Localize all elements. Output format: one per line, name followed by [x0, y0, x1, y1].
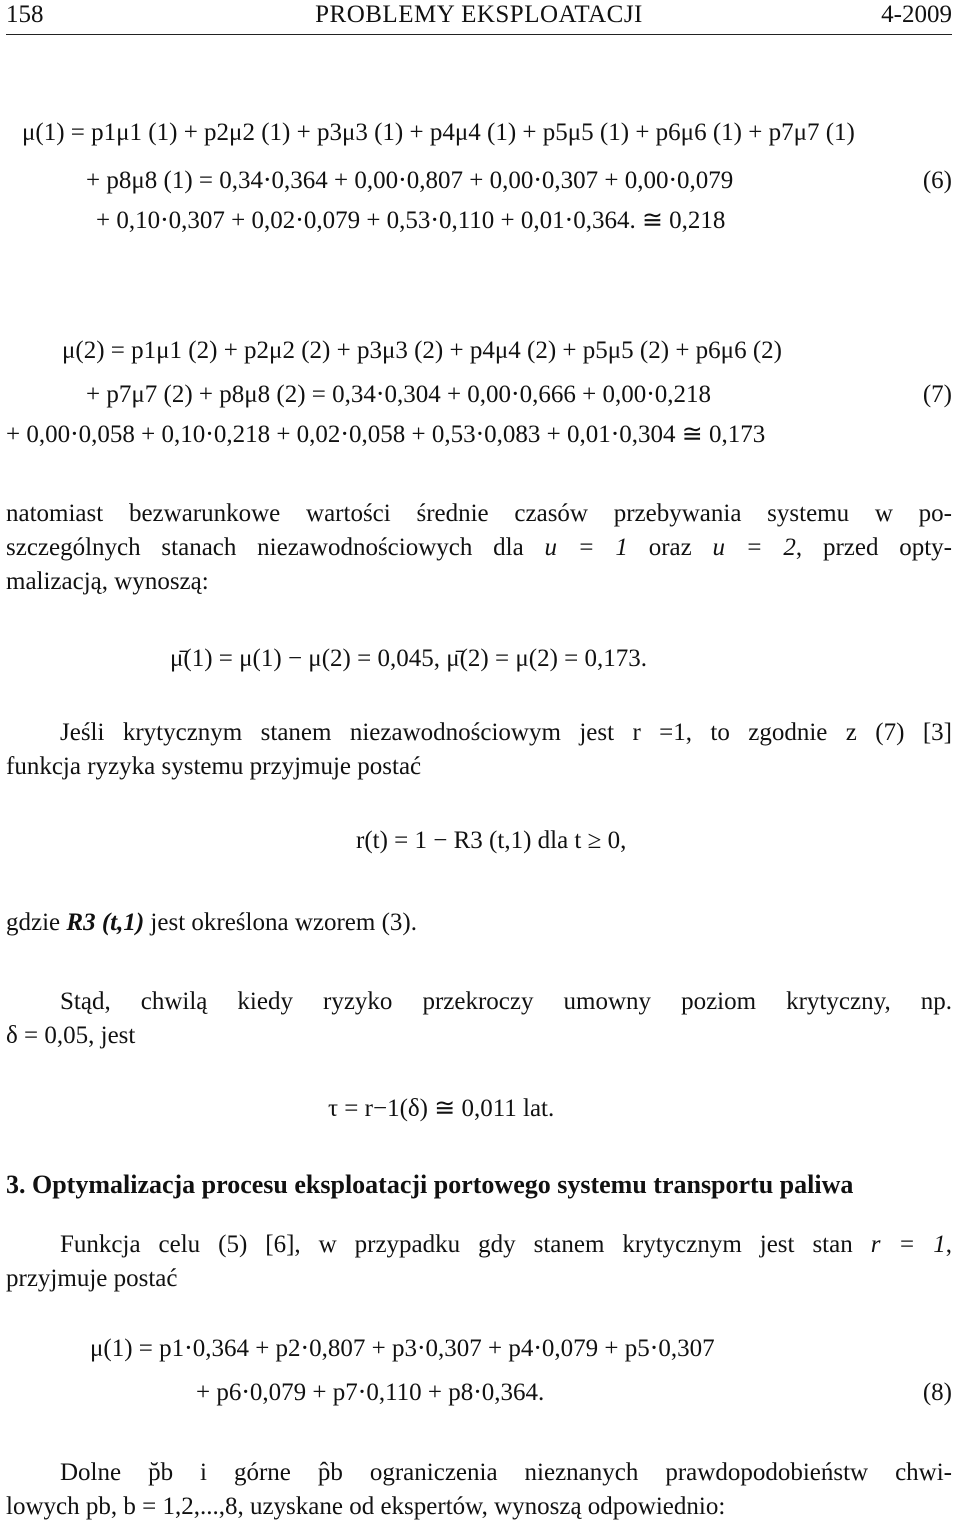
page-header [6, 2, 952, 32]
paragraph-objective [6, 1228, 952, 1296]
mu-bar-equation: μ̄(1) = μ(1) − μ(2) = 0,045, μ̄(2) = μ(2) = 0,173. [170, 645, 648, 672]
eq6-line-2: + p8μ8 (1) = 0,34⋅0,364 + 0,00⋅0,807 + 0,00⋅0,307 + 0,00⋅0,079 [86, 167, 734, 194]
eq8-line-1: μ(1) = p1⋅0,364 + p2⋅0,807 + p3⋅0,307 + p4⋅0,079 + p5⋅0,307 [90, 1335, 715, 1362]
paragraph-line: natomiast bezwarunkowe wartości średnie czasów przebywania systemu w po- [6, 500, 952, 527]
paragraph-line: δ = 0,05, jest [6, 1022, 136, 1049]
text-run: szczególnych stanach niezawodnościowych dla [6, 534, 524, 561]
paragraph-line: Dolne p̆b i górne p̂b ograniczenia nieznanych prawdopodobieństw chwi- [60, 1459, 952, 1486]
paragraph-unconditional-means [6, 497, 952, 599]
page-number: 158 [6, 1, 44, 28]
inline-math: r = 1 [870, 1231, 946, 1258]
eq7-line-1: μ(2) = p1μ1 (2) + p2μ2 (2) + p3μ3 (2) + p4μ4 (2) + p5μ5 (2) + p6μ6 (2) [62, 337, 782, 364]
journal-title: PROBLEMY EKSPLOATACJI [315, 1, 643, 28]
paragraph-threshold [6, 985, 952, 1053]
eq6-number: (6) [922, 167, 952, 194]
paragraph-line: funkcja ryzyka systemu przyjmuje postać [6, 753, 422, 780]
inline-math: R3 (t,1) [66, 909, 145, 936]
paragraph-line: lowych pb, b = 1,2,...,8, uzyskane od ekspertów, wynoszą odpowiednio: [6, 1493, 726, 1520]
paragraph-where [6, 908, 417, 938]
header-rule [6, 34, 952, 35]
risk-function-equation: r(t) = 1 − R3 (t,1) dla t ≥ 0, [356, 827, 627, 854]
tau-equation: τ = r−1(δ) ≅ 0,011 lat. [328, 1095, 555, 1122]
text-run: , przed opty- [795, 534, 953, 561]
paragraph-line: Jeśli krytycznym stanem niezawodnościowym jest r =1, to zgodnie z (7) [3] [60, 719, 952, 746]
eq6-line-3: + 0,10⋅0,307 + 0,02⋅0,079 + 0,53⋅0,110 + 0,01⋅0,364. ≅ 0,218 [96, 207, 726, 234]
eq6-line-1: μ(1) = p1μ1 (1) + p2μ2 (1) + p3μ3 (1) + p4μ4 (1) + p5μ5 (1) + p6μ6 (1) + p7μ7 (1) [22, 119, 855, 146]
inline-math: u = 2 [712, 534, 796, 561]
section-heading: 3. Optymalizacja procesu eksploatacji portowego systemu transportu paliwa [6, 1170, 854, 1199]
eq7-line-3: + 0,00⋅0,058 + 0,10⋅0,218 + 0,02⋅0,058 + 0,53⋅0,083 + 0,01⋅0,304 ≅ 0,173 [6, 421, 766, 448]
paragraph-line [6, 1228, 952, 1262]
text-run: oraz [648, 534, 692, 561]
paragraph-bounds [6, 1456, 952, 1524]
paragraph-risk-intro [6, 716, 952, 784]
text-run: gdzie [6, 909, 61, 936]
text-run: jest określona wzorem (3). [150, 909, 417, 936]
eq7-line-2: + p7μ7 (2) + p8μ8 (2) = 0,34⋅0,304 + 0,00⋅0,666 + 0,00⋅0,218 [86, 381, 712, 408]
paragraph-line: malizacją, wynoszą: [6, 568, 209, 595]
paragraph-line: przyjmuje postać [6, 1265, 178, 1292]
eq8-line-2: + p6⋅0,079 + p7⋅0,110 + p8⋅0,364. [196, 1379, 545, 1406]
paragraph-line [6, 531, 952, 565]
text-run: Funkcja celu (5) [6], w przypadku gdy stanem krytycznym jest stan [60, 1231, 853, 1258]
eq8-number: (8) [922, 1379, 952, 1406]
inline-math: u = 1 [544, 534, 628, 561]
text-run: , [945, 1231, 953, 1258]
paragraph-line: Stąd, chwilą kiedy ryzyko przekroczy umowny poziom krytyczny, np. [60, 988, 952, 1015]
eq7-number: (7) [922, 381, 952, 408]
journal-issue: 4-2009 [881, 1, 952, 28]
